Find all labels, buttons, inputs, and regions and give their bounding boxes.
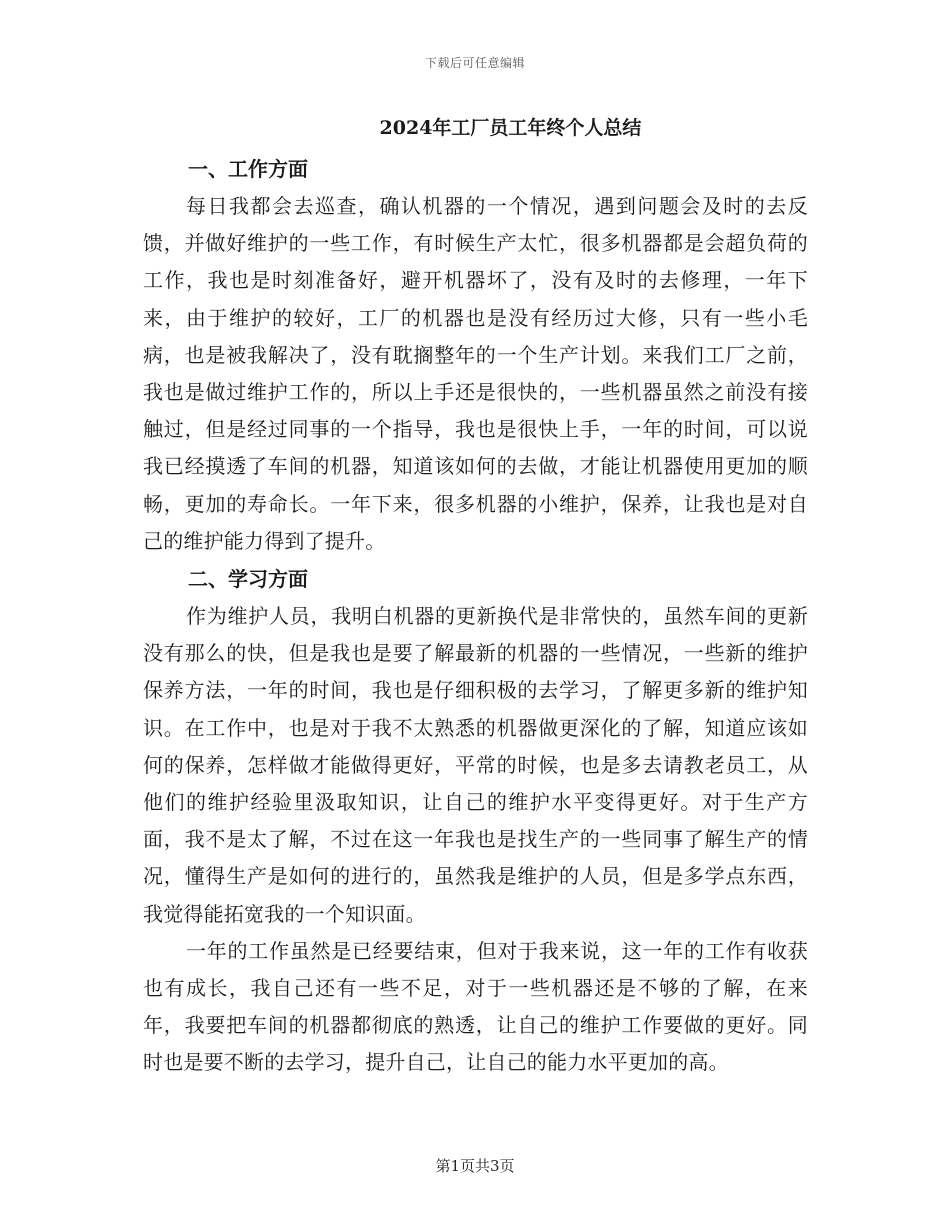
document-title: 2024年工厂员工年终个人总结 [379,117,642,139]
paragraph-work: 每日我都会去巡查，确认机器的一个情况，遇到问题会及时的去反馈，并做好维护的一些工作，有时候生产太忙，很多机器都是会超负荷的工作，我也是时刻准备好，避开机器坏了，没有及时的去修理，一年下来，由于维护的较好，工厂的机器也是没有经历过大修，只有一些小毛病，也是被我解决了，没有耽搁整年的一个生产计划。来我们工厂之前，我也是做过维护工作的，所以上手还是很快的，一些机器虽然之前没有接触过，但是经过同事的一个指导，我也是很快上手，一年的时间，可以说我已经摸透了车间的机器，知道该如何的去做，才能让机器使用更加的顺畅，更加的寿命长。一年下来，很多机器的小维护，保养，让我也是对自己的维护能力得到了提升。 [143,194,808,553]
page-number: 第1页共3页 [435,1157,515,1175]
paragraph-conclusion: 一年的工作虽然是已经要结束，但对于我来说，这一年的工作有收获也有成长，我自己还有一些不足，对于一些机器还是不够的了解，在来年，我要把车间的机器都彻底的熟透，让自己的维护工作要做的更好。同时也是要不断的去学习，提升自己，让自己的能力水平更加的高。 [143,938,808,1075]
document-body [143,112,808,1082]
page-header-note: 下载后可任意编辑 [424,56,525,70]
paragraph-study: 作为维护人员，我明白机器的更新换代是非常快的，虽然车间的更新没有那么的快，但是我也是要了解最新的机器的一些情况，一些新的维护保养方法，一年的时间，我也是仔细积极的去学习，了解更多新的维护知识。在工作中，也是对于我不太熟悉的机器做更深化的了解，知道应该如何的保养，怎样做才能做得更好，平常的时候，也是多去请教老员工，从他们的维护经验里汲取知识，让自己的维护水平变得更好。对于生产方面，我不是太了解，不过在这一年我也是找生产的一些同事了解生产的情况，懂得生产是如何的进行的，虽然我是维护的人员，但是多学点东西，我觉得能拓宽我的一个知识面。 [143,604,808,926]
section-heading-work: 一、工作方面 [188,157,308,181]
section-heading-study: 二、学习方面 [188,567,308,592]
